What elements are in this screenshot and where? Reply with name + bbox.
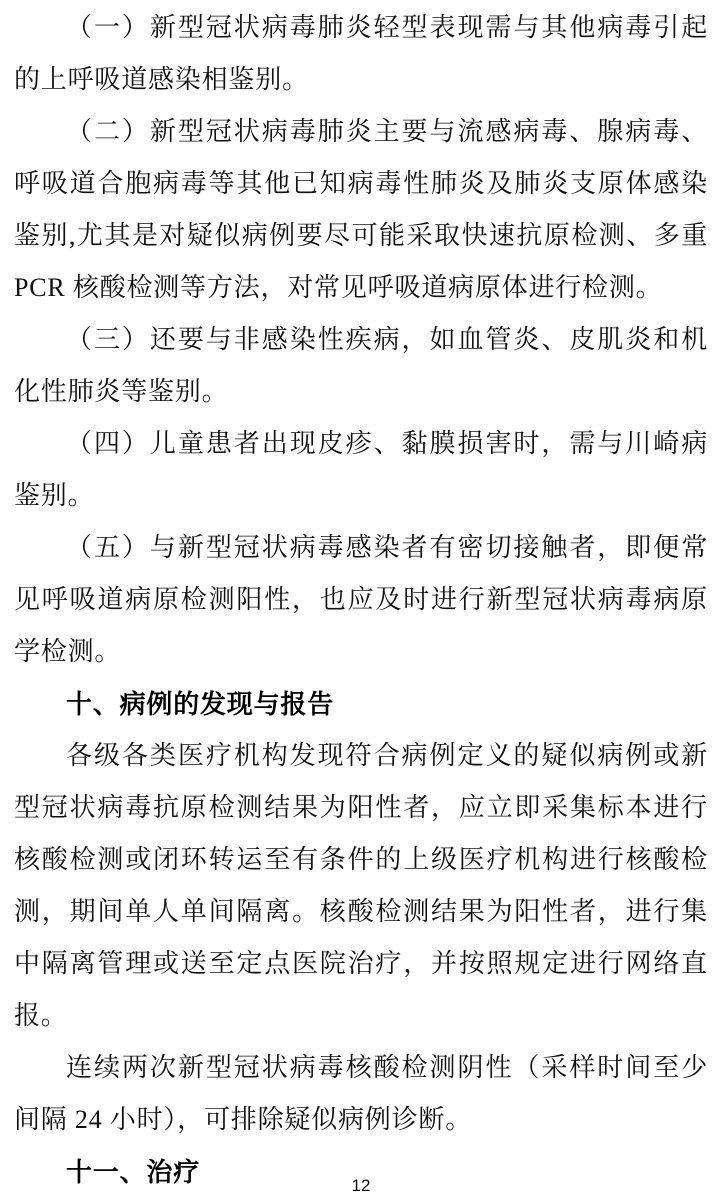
section-heading: 十一、治疗 (66, 1157, 201, 1187)
paragraph: （二）新型冠状病毒肺炎主要与流感病毒、腺病毒、呼吸道合胞病毒等其他已知病毒性肺炎及肺炎支原体感染鉴别,尤其是对疑似病例要尽可能采取快速抗原检测、多重 PCR 核酸检测等方法，对常见呼吸道病原体进行检测。 (14, 117, 708, 302)
paragraph: 各级各类医疗机构发现符合病例定义的疑似病例或新型冠状病毒抗原检测结果为阳性者，应立即采集标本进行核酸检测或闭环转运至有条件的上级医疗机构进行核酸检测，期间单人单间隔离。核酸检测结果为阳性者，进行集中隔离管理或送至定点医院治疗，并按照规定进行网络直报。 (14, 741, 708, 1030)
paragraph: （三）还要与非感染性疾病，如血管炎、皮肌炎和机化性肺炎等鉴别。 (14, 325, 708, 406)
paragraph: （一）新型冠状病毒肺炎轻型表现需与其他病毒引起的上呼吸道感染相鉴别。 (14, 13, 708, 94)
paragraph: （五）与新型冠状病毒感染者有密切接触者，即便常见呼吸道病原检测阳性，也应及时进行新型冠状病毒病原学检测。 (14, 533, 708, 666)
paragraph: （四）儿童患者出现皮疹、黏膜损害时，需与川崎病鉴别。 (14, 429, 708, 510)
page-number: 12 (351, 1176, 371, 1195)
section-heading: 十、病例的发现与报告 (66, 689, 335, 719)
paragraph: 连续两次新型冠状病毒核酸检测阴性（采样时间至少间隔 24 小时），可排除疑似病例诊断。 (14, 1053, 708, 1134)
